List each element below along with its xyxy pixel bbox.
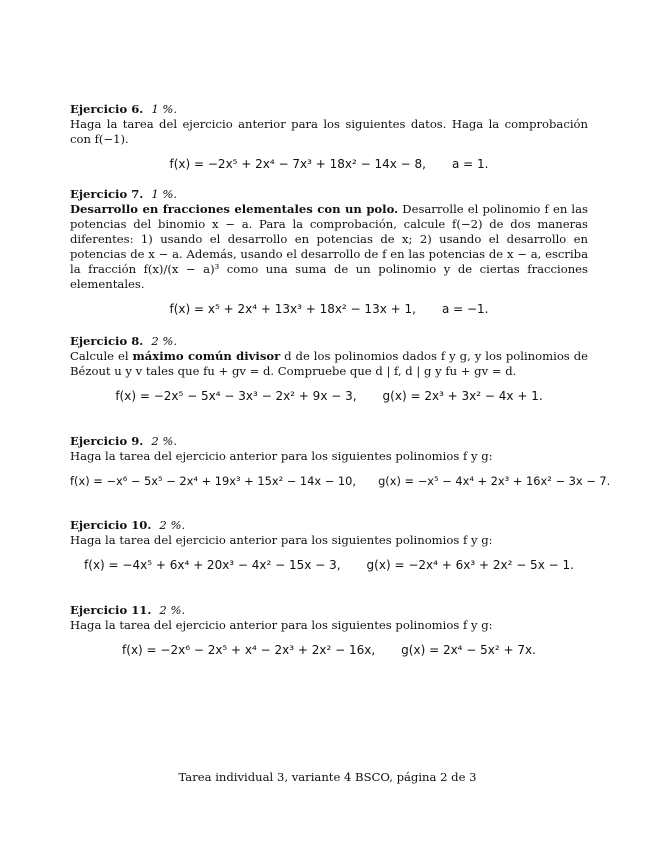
exercise-text: Haga la tarea del ejercicio anterior para los siguientes datos. Haga la comprobación con f(−1). — [70, 117, 588, 146]
exercise-weight: 2 %. — [151, 434, 178, 448]
exercise-text: Haga la tarea del ejercicio anterior para los siguientes polinomios f y g: — [70, 533, 493, 547]
exercise-title: Ejercicio 8. — [70, 334, 144, 348]
exercise-text: Haga la tarea del ejercicio anterior para los siguientes polinomios f y g: — [70, 618, 493, 632]
exercise-text — [70, 202, 588, 292]
exercise-9 — [70, 434, 611, 489]
exercise-formula — [70, 558, 588, 573]
exercise-bold-term: máximo común divisor — [132, 349, 281, 363]
exercise-weight: 2 %. — [159, 518, 186, 532]
exercise-title: Ejercicio 11. — [70, 603, 152, 617]
formula-right: g(x) = 2x⁴ − 5x² + 7x. — [401, 643, 536, 657]
formula-right: g(x) = −x⁵ − 4x⁴ + 2x³ + 16x² − 3x − 7. — [378, 474, 611, 488]
exercise-title: Ejercicio 9. — [70, 434, 144, 448]
exercise-title: Ejercicio 6. — [70, 102, 144, 116]
formula-left: f(x) = −2x⁶ − 2x⁵ + x⁴ − 2x³ + 2x² − 16x, — [122, 643, 376, 657]
exercise-weight: 2 %. — [159, 603, 186, 617]
exercise-text-pre: Calcule el — [70, 349, 129, 363]
exercise-formula — [70, 389, 588, 404]
exercise-formula — [70, 643, 588, 658]
exercise-text-post: d de los polinomios dados f y g, y los polinomios de Bézout u y v tales que fu + gv = d. Compruebe que d | f, d | g y fu + gv = d. — [70, 349, 589, 378]
exercise-weight: 1 %. — [151, 102, 178, 116]
exercise-8 — [70, 334, 588, 404]
exercise-title: Ejercicio 10. — [70, 518, 152, 532]
exercise-formula — [70, 474, 611, 489]
exercise-10 — [70, 518, 588, 573]
formula-left: f(x) = −2x⁵ − 5x⁴ − 3x³ − 2x² + 9x − 3, — [115, 389, 357, 403]
formula-right: a = −1. — [441, 302, 489, 316]
exercise-lead: Desarrollo en fracciones elementales con un polo. — [70, 202, 399, 216]
formula-left: f(x) = −2x⁵ + 2x⁴ − 7x³ + 18x² − 14x − 8, — [169, 157, 426, 171]
exercise-body: Desarrolle el polinomio f en las potencias del binomio x − a. Para la comprobación, calcule f(−2) de dos maneras diferentes: 1) usando el desarrollo en potencias de x; 2) usando el desarrollo en potencias de x − a. Además, usando el desarrollo de f en las potencias de x − a, escriba la fracción f(x)/(x − a)³ como una suma de un polinomio y de ciertas fracciones elementales. — [70, 202, 588, 291]
formula-left: f(x) = −x⁶ − 5x⁵ − 2x⁴ + 19x³ + 15x² − 14x − 10, — [70, 474, 357, 488]
exercise-formula — [70, 157, 588, 172]
exercise-text — [70, 349, 588, 379]
formula-right: a = 1. — [452, 157, 489, 171]
formula-left: f(x) = −4x⁵ + 6x⁴ + 20x³ − 4x² − 15x − 3, — [84, 558, 341, 572]
exercise-title: Ejercicio 7. — [70, 187, 144, 201]
exercise-text: Haga la tarea del ejercicio anterior para los siguientes polinomios f y g: — [70, 449, 493, 463]
exercise-weight: 1 %. — [151, 187, 178, 201]
exercise-11 — [70, 603, 588, 658]
page-footer: Tarea individual 3, variante 4 BSCO, página 2 de 3 — [178, 770, 477, 784]
formula-right: g(x) = 2x³ + 3x² − 4x + 1. — [382, 389, 543, 403]
exercise-6 — [70, 102, 588, 172]
exercise-7 — [70, 187, 588, 317]
formula-left: f(x) = x⁵ + 2x⁴ + 13x³ + 18x² − 13x + 1, — [169, 302, 416, 316]
exercise-weight: 2 %. — [151, 334, 178, 348]
formula-right: g(x) = −2x⁴ + 6x³ + 2x² − 5x − 1. — [366, 558, 574, 572]
exercise-formula — [70, 302, 588, 317]
